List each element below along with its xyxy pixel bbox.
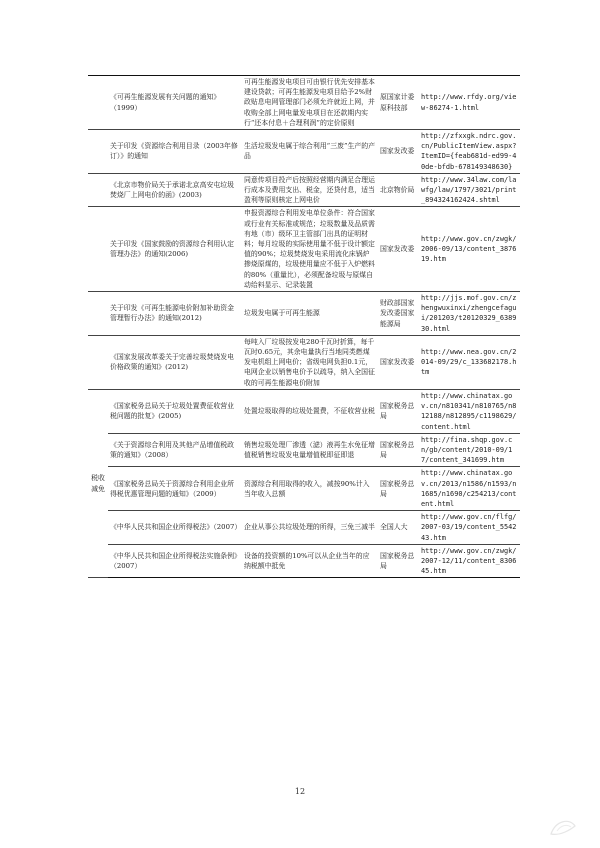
- table-row: [88, 207, 520, 292]
- policy-content-cell: 处置垃圾取得的垃圾处置费，不征收营业税: [242, 389, 378, 433]
- issuing-department-cell: 国家税务总局: [378, 544, 419, 578]
- category-cell-empty: [88, 207, 108, 292]
- table-row: [88, 544, 520, 578]
- source-url-cell[interactable]: http://www.gov.cn/flfg/2007-03/19/content_554243.htm: [419, 511, 520, 545]
- source-url-cell[interactable]: http://www.34law.com/lawfg/law/1797/3021/print_894324162424.shtml: [419, 173, 520, 207]
- document-title-cell: 《中华人民共和国企业所得税法》（2007）: [108, 511, 242, 545]
- policy-content-cell: 生活垃圾发电属于综合利用“三废”生产的产品: [242, 130, 378, 174]
- table-row: [88, 335, 520, 389]
- policy-content-cell: 申报资源综合利用发电单位条件：符合国家或行业有关标准或规范；垃圾数量及品质需有地（市）级环卫主管部门出具的证明材料；每月垃圾的实际使用量不低于设计额定值的90%；垃圾焚烧发电采用流化床锅炉掺烧原煤的，垃圾使用量应不低于入炉燃料的80%（重量比），必须配备垃圾与原煤自动给料显示、记录装置: [242, 207, 378, 292]
- issuing-department-cell: 财政部国家发改委国家能源局: [378, 292, 419, 336]
- table-row: [88, 173, 520, 207]
- table-row: [88, 433, 520, 467]
- category-cell-empty: [88, 335, 108, 389]
- policy-content-cell: 销售垃圾处理厂渗透（滤）液再生水免征增值税销售垃圾发电量增值税即征即退: [242, 433, 378, 467]
- document-title-cell: 《中华人民共和国企业所得税法实施条例》（2007）: [108, 544, 242, 578]
- policy-content-cell: 资源综合利用取得的收入，减按90%计入当年收入总额: [242, 467, 378, 511]
- source-url-cell[interactable]: http://fina.shqp.gov.cn/gb/content/2010-09/17/content_341699.htm: [419, 433, 520, 467]
- document-title-cell: 《北京市物价局关于承诺北京高安屯垃圾焚烧厂上网电价的函》(2003): [108, 173, 242, 207]
- table-row: [88, 389, 520, 433]
- issuing-department-cell: 国家税务总局: [378, 389, 419, 433]
- source-url-cell[interactable]: http://www.gov.cn/zwgk/2006-09/13/content_387619.htm: [419, 207, 520, 292]
- issuing-department-cell: 全国人大: [378, 511, 419, 545]
- document-title-cell: 《可再生能源发展有关问题的通知》（1999）: [108, 76, 242, 130]
- policy-content-cell: 企业从事公共垃圾处理的所得，三免三减半: [242, 511, 378, 545]
- policy-content-cell: 设备的投资额的10%可以从企业当年的应纳税额中抵免: [242, 544, 378, 578]
- table-row: [88, 130, 520, 174]
- policy-content-cell: 每吨入厂垃圾按发电280千瓦时折算，每千瓦时0.65元，其余电量执行当地同类燃煤发电机组上网电价；省级电网负担0.1元，电网企业以销售电价予以疏导，纳入全国征收的可再生能源电价附加: [242, 335, 378, 389]
- source-url-cell[interactable]: http://www.chinatax.gov.cn/n810341/n810765/n812188/n812895/c1198629/content.html: [419, 389, 520, 433]
- document-title-cell: 《关于资源综合利用及其他产品增值税政策的通知》（2008）: [108, 433, 242, 467]
- document-title-cell: 《国家税务总局关于垃圾处置费征收营业税问题的批复》(2005): [108, 389, 242, 433]
- issuing-department-cell: 原国家计委原科技部: [378, 76, 419, 130]
- source-url-cell[interactable]: http://www.nea.gov.cn/2014-09/29/c_133682178.htm: [419, 335, 520, 389]
- document-title-cell: 关于印发《资源综合利用目录（2003年修订）》的通知: [108, 130, 242, 174]
- category-cell-empty: [88, 173, 108, 207]
- document-title-cell: 关于印发《可再生能源电价附加补助资金管理暂行办法》的通知(2012): [108, 292, 242, 336]
- issuing-department-cell: 国家发改委: [378, 130, 419, 174]
- policy-content-cell: 同意传项目投产后按照经营期内满足合理运行成本及费用支出、税金，还贷付息，适当盈利等原则核定上网电价: [242, 173, 378, 207]
- policy-table: [88, 75, 520, 578]
- table-row: [88, 76, 520, 130]
- document-title-cell: 《国家税务总局关于资源综合利用企业所得税优惠管理问题的通知》（2009）: [108, 467, 242, 511]
- table-row: [88, 467, 520, 511]
- watermark-stamp-icon: [548, 816, 578, 840]
- issuing-department-cell: 国家税务总局: [378, 467, 419, 511]
- source-url-cell[interactable]: http://www.chinatax.gov.cn/2013/n1586/n1593/n1685/n1690/c254213/content.html: [419, 467, 520, 511]
- category-cell: 税收减免: [88, 389, 108, 577]
- category-cell-empty: [88, 130, 108, 174]
- category-cell-empty: [88, 292, 108, 336]
- issuing-department-cell: 北京物价局: [378, 173, 419, 207]
- page-number: 12: [294, 787, 306, 796]
- policy-content-cell: 垃圾发电属于可再生能源: [242, 292, 378, 336]
- source-url-cell[interactable]: http://www.gov.cn/zwgk/2007-12/11/content_830645.htm: [419, 544, 520, 578]
- issuing-department-cell: 国家税务总局: [378, 433, 419, 467]
- policy-content-cell: 可再生能源发电项目可由银行优先安排基本建设贷款；可再生能源发电项目给予2%财政贴息电网管理部门必须允许就近上网，并收购全部上网电量发电项目在还款期内实行“还本付息＋合理利润”的定价原则: [242, 76, 378, 130]
- table-row: [88, 292, 520, 336]
- category-cell-empty: [88, 76, 108, 130]
- source-url-cell[interactable]: http://zfxxgk.ndrc.gov.cn/PublicItemView.aspx?ItemID={feab681d-ed99-40de-bfdb-678149348630}: [419, 130, 520, 174]
- table-row: [88, 511, 520, 545]
- source-url-cell[interactable]: http://www.rfdy.org/view-86274-1.html: [419, 76, 520, 130]
- source-url-cell[interactable]: http://jjs.mof.gov.cn/zhengwuxinxi/zhengcefagui/201203/t20120329_638930.html: [419, 292, 520, 336]
- document-title-cell: 关于印发《国家鼓励的资源综合利用认定管理办法》的通知(2006): [108, 207, 242, 292]
- issuing-department-cell: 国家发改委: [378, 335, 419, 389]
- issuing-department-cell: 国家发改委: [378, 207, 419, 292]
- document-title-cell: 《国家发展改革委关于完善垃圾焚烧发电价格政策的通知》(2012): [108, 335, 242, 389]
